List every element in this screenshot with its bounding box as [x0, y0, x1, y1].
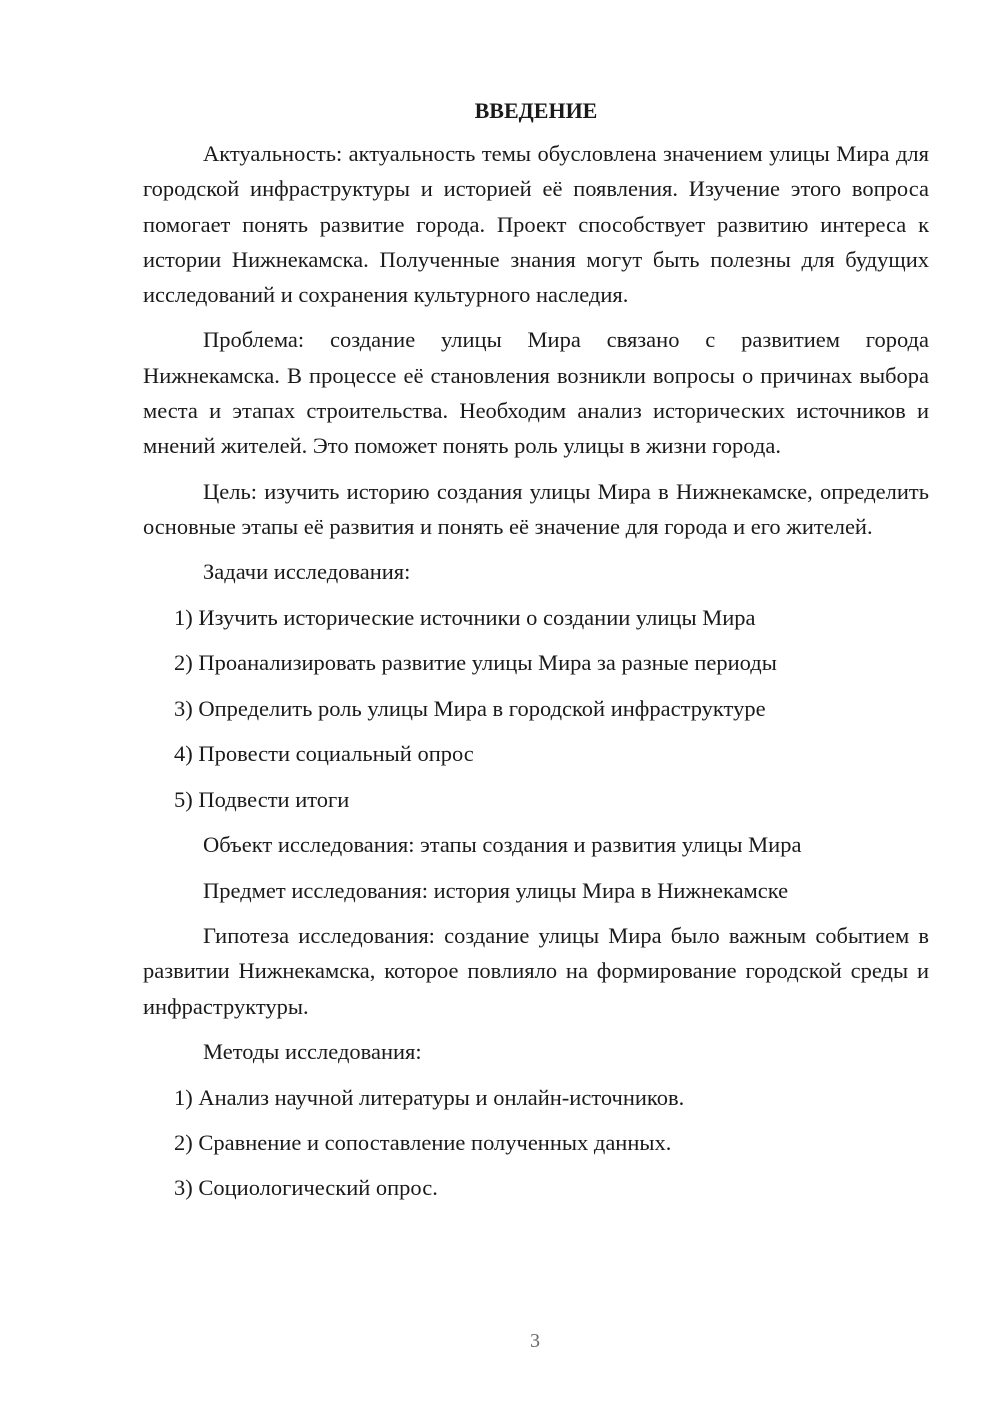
document-body	[143, 94, 929, 1216]
method-item: 3) Социологический опрос.	[174, 1175, 438, 1201]
task-item: 1) Изучить исторические источники о создании улицы Мира	[174, 604, 756, 630]
page-number: 3	[530, 1330, 540, 1352]
method-item: 2) Сравнение и сопоставление полученных данных.	[174, 1130, 672, 1155]
task-item: 3) Определить роль улицы Мира в городской инфраструктуре	[174, 695, 766, 721]
object-line: Объект исследования: этапы создания и развития улицы Мира	[203, 832, 802, 858]
tasks-label: Задачи исследования:	[203, 559, 411, 585]
problem-paragraph: Проблема: создание улицы Мира связано с развитием города Нижнекамска. В процессе её становления возникли вопросы о причинах выбора места и этапах строительства. Необходим анализ исторических источников и мнений жителей. Это поможет понять роль улицы в жизни города.	[143, 327, 929, 459]
relevance-paragraph: Актуальность: актуальность темы обусловлена значением улицы Мира для городской инфраструктуры и историей её появления. Изучение этого вопроса помогает понять развитие города. Проект способствует развитию интереса к истории Нижнекамска. Полученные знания могут быть полезны для будущих исследований и сохранения культурного наследия.	[143, 141, 929, 308]
method-item: 1) Анализ научной литературы и онлайн-источников.	[174, 1084, 685, 1110]
hypothesis-paragraph: Гипотеза исследования: создание улицы Мира было важным событием в развитии Нижнекамска, которое повлияло на формирование городской среды и инфраструктуры.	[143, 923, 929, 1019]
goal-paragraph: Цель: изучить историю создания улицы Мира в Нижнекамске, определить основные этапы её развития и понять её значение для города и его жителей.	[143, 478, 929, 539]
section-title: ВВЕДЕНИЕ	[474, 98, 598, 123]
task-item: 2) Проанализировать развитие улицы Мира за разные периоды	[174, 650, 777, 676]
task-item: 4) Провести социальный опрос	[174, 741, 474, 767]
task-item: 5) Подвести итоги	[174, 786, 350, 812]
subject-line: Предмет исследования: история улицы Мира в Нижнекамске	[203, 877, 789, 903]
methods-label: Методы исследования:	[203, 1039, 422, 1065]
